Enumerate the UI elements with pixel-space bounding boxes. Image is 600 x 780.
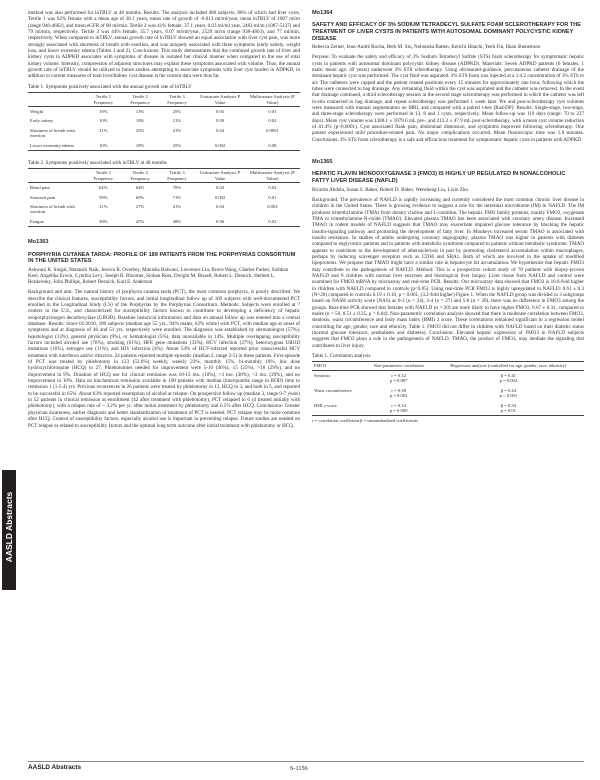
table-cell: Early satiety (30, 118, 54, 124)
table3 (312, 361, 584, 416)
table-row (28, 126, 300, 141)
sidebar-bar (2, 0, 16, 780)
table-row (28, 217, 300, 227)
table-cell: 0.002 (195, 141, 244, 151)
table3-caption: Table 1. Correlation analysis (312, 353, 371, 360)
table-cell: 0.04 (216, 185, 225, 191)
table-cell: Stomach pain (30, 194, 56, 200)
table1-header (28, 93, 85, 107)
table-row (28, 116, 300, 125)
table-cell: 39% (85, 217, 122, 227)
table-row (28, 141, 300, 151)
table2-header: Tertile 2 Frequency (122, 169, 159, 183)
table-cell: 10% (85, 141, 122, 151)
table-cell: 13% (135, 108, 145, 114)
journal-sidebar (0, 0, 18, 780)
table1-header: Multivariate Analysis (P Value) (245, 93, 300, 107)
table-row (28, 193, 300, 202)
table2 (28, 168, 300, 227)
table2-header-row (28, 169, 300, 183)
table1-header: Tertile 3 Frequency (159, 93, 196, 107)
table-cell: 64% (135, 185, 145, 191)
table-cell: 41% (172, 203, 182, 209)
abstract-title: PORPHYRIA CUTANEA TARDA: PROFILE OF 189 PATIENTS FROM THE PORPHYRIAS CONSORTIUM IN THE UNITED STATES (28, 251, 296, 265)
table-row (28, 106, 300, 116)
table-cell: Renal pain (30, 185, 50, 191)
table-row (28, 183, 300, 193)
table2-header: Tertile 3 Frequency (159, 169, 196, 183)
table-cell: 27% (135, 203, 145, 209)
table2-header: Multivariate Analysis (P Value) (245, 169, 300, 183)
table-cell: Shortness of breath with exertion (30, 203, 75, 215)
table3-header-row (312, 362, 584, 370)
table1 (28, 92, 300, 151)
table-cell: 18% (122, 141, 159, 151)
table-cell: 0.01 (268, 108, 277, 114)
table-cell: 45% (122, 217, 159, 227)
table-cell: 21% (99, 203, 108, 209)
table-cell: 10% (99, 118, 108, 124)
abstract-body: Background and aim: The natural history of porphyria cutanea tarda (PCT), the most common porphyria, is poorly described. We describe the clinical features, susceptibility factors, and initial longitudinal follow up of 189 subjects with well-documented PCT enrolled in the Longitudinal Study (LS) of the Porphyrias by the Porphyrias Consortium. Methods: Subjects were enrolled at 7 centers in the U.S., and characterized for susceptibility factors known to contribute to developing a deficiency of hepatic uroporphyrinogen decarboxylase (UROD). Baseline historical information and data on annual follow up was entered into a central database. Results: Since 01/2010, 189 subjects (median age 55 yrs., 94% males, 62% white) with PCT, with median age at onset of symptoms and at diagnosis of 46 and 51 yrs. respectively were enrolled. The diagnosis was established by dermatologist (57%), hepatologist (13%), general physician (9%), or hematologist (5%), data unavailable in 14%. Multiple overlapping susceptibility factors included alcohol use (76%), smoking (61%), HFE gene mutations (33%), HCV infection (27%), heterozygous UROD mutations (16%), estrogen use (11%), and HIV infection (4%). About 54% of HCV-infected reported prior unsuccessful HCV treatment with interferon and/or ribavirin. 24 patients reported multiple episodic (median 2, range 2-5) in these patients. First episode of PCT was treated by phlebotomy in 123 (52.6%) weekly, weekly 23%, monthly 15%, bi-monthly 10%, low dose hydroxychloroquine (HCQ) in 27. Phlebotomies needed for improvement were 5-10 (46%), ≤5 (25%), >10 (29%), and no improvement in 9%. Duration of HCQ use for clinical remission was 10-12 mo. (10%), >3 mo. (30%), <3 mo. (29%), and no improvement in 10%. Data on biochemical remission available in 100 patients with median (interquartile range in ROD) time to remission 1 (1-5.4) yrs. Previous recurrences in 26 patients were treated by phlebotomy in 12, HCQ in 3, and both in 5, and reported to be successful in 65%. About 63% reported resumption of alcohol at relapse. On prospective follow up (median 3, range 0-7 years) in 52 patients in clinical remission at enrollment (42 after treatment with phlebotomy), PCT relapsed in 6 (4 treated initially with phlebotomy), with a relapse rate of ~ 3.2% per yr. after initial treatment by phlebotomy and 6.5% after HCQ. Conclusions: Greater physician awareness, earlier diagnosis and better standardization of treatment of PCT is needed. PCT relapse may be more common after HCQ. Control of susceptibility factors, especially alcohol use is important in preventing relapse. Future studies are needed on PCT relapse as related to susceptibility factors and the optimal long term outcome after initial treatment with phlebotomy or HCQ. (28, 289, 300, 429)
footer-journal: AASLD Abstracts (28, 764, 82, 771)
table3-note: r = correlation coefficient β = unstandardized coefficients (312, 418, 418, 424)
table-cell: 0.09 (216, 118, 225, 124)
table-cell: r = 0.34 p = 0.009 (365, 401, 433, 416)
right-column (312, 10, 584, 425)
table1-header: Univariate Analysis P Value (195, 93, 244, 107)
table-cell: 0.04 (216, 203, 225, 209)
abstract-number: Mo1364 (312, 10, 333, 16)
abstract-number: Mo1363 (28, 239, 49, 246)
table-cell: β = 0.34 p = 0.01 (433, 401, 584, 416)
abstract-title: HEPATIC FLAVIN MONOOXYGENASE 3 (FMO3) IS HIGHLY UP REGULATED IN NONALCOHOLIC FATTY LIVER DISEASE (NAFLD) (312, 171, 566, 185)
table-cell: β = 0.41 p = 0.002 (499, 372, 518, 384)
table-cell: Lower extremity edema (28, 141, 85, 151)
table2-caption: Table 2. Symptoms positively associated with lnTBLV at 48 months (28, 159, 167, 166)
table-row (28, 202, 300, 217)
footer-rule (28, 761, 584, 762)
table-cell: Steatosis (314, 372, 331, 378)
abstract-number: Mo1365 (312, 159, 333, 166)
table-cell: 0.02 (245, 217, 300, 227)
table3-header: FMO3 (312, 362, 365, 370)
table-cell: Fatigue (28, 217, 85, 227)
table3-header: Non-parametric correlation (365, 362, 433, 370)
table-cell: 25% (159, 141, 196, 151)
table-row (312, 401, 584, 416)
table-cell: Weight (30, 108, 44, 114)
table-cell: 0.002 (267, 203, 278, 209)
table-cell: 0.01 (268, 194, 277, 200)
table-cell: 0.002 (214, 194, 226, 200)
table-cell: 21% (99, 127, 108, 133)
table1-header-row (28, 93, 300, 107)
table-cell: 59% (99, 194, 108, 200)
table2-header (28, 169, 85, 183)
table-cell: 62% (99, 185, 108, 191)
table-cell: 0.06 (195, 217, 244, 227)
table-row (312, 370, 584, 385)
table-cell: 69% (135, 194, 145, 200)
table1-caption: Table 1. Symptoms positively associated with the annual growth rate of lnTBLV (28, 83, 192, 90)
table-cell: 25% (172, 108, 182, 114)
table-cell: 0.02 (268, 118, 277, 124)
journal-tab (2, 470, 16, 590)
table1-header: Tertile 1 Frequency (85, 93, 122, 107)
table-cell: 0.04 (216, 127, 225, 133)
abstract-body: Background: The prevalence of NAFLD is rapidly increasing and currently considered the most common chronic liver disease in children in the United States. There is growing evidence to suggest a role for the intestinal microbiome (IM) in NAFLD. The IM produces trimethylamine (TMA) from dietary choline and L-carnitine. The hepatic FMO family proteins, mainly FMO3, oxygenate TMA to trimethylamine-N-oxide (TMAO). Elevated plasma TMAO has been associated with coronary artery disease. Increased TMAO in rodent models of NAFLD suggests that TMAO may exacerbate impaired glucose tolerance by blocking the hepatic insulin-signaling pathway and promoting the development of fatty liver. In Monkeys increased serum TMAO is associated with insulin resistance. In studies of adults undergoing coronary angiography, plasma TMAO was higher in patients with diabetes compared to euglycemic patients and in patients with metabolic syndrome compared to patients without metabolic syndrome. TMAO appears to contribute to the development of atherosclerosis in part by promoting cholesterol accumulation within macrophages, perhaps by inducing scavenger receptors such as CD36 and SRA1. Both of which are involved in the uptake of modified lipoproteins. We propose that TMAO might have a similar role in hepatocyte fat accumulation. We hypothesize that hepatic FMO3 may contribute to the pathogenesis of NAFLD. Method: This is a prospective cohort study of 70 patients with biopsy-proven NAFLD and 8 children with normal liver enzymes and histological liver biopsy. Liver tissue from NAFLD and control were examined for FMO3 mRNA by microarray and real-time PCR. Results: Our microarray data showed that FMO3 is 16.6-fold higher in children with NAFLD compared to controls (p<0.05). Using real-time PCR FMO3 is highly upregulated in NAFLD: 0.61 ± 0.3 (N=20) compared to controls 0.19 ± 0.18, p = 0.001, (3.2-fold higher) Figure 1. When the NAFLD group was divided in 3 subgroups based on NASH activity score (NAS) as 0-2 (n = 24), 3-4 (n = 27) and 5-8 (n = 28), there was no difference in FMO3 among the groups. Real-time PCR showed that females with NAFLD (n = 20) are more likely to have higher FMO3, 0.67 ± 0.31, compared to males (n = 50, 0.51 ± 0.35, p = 0.04). Non-parametric correlation analysis showed that there is moderate correlation between FMO3, steatosis, waist circumference and body mass index (BMI) 2 score. These correlations remained significant in a regression model controlling for age, gender, race and ethnicity. Table 1. FMO3 did not differ in children with NAFLD based on their diabetic status (normal glucose tolerance, prediabetes and diabetes). Conclusion: Elevated hepatic expression of FMO3 in NAFLD subjects suggests that FMO3 plays a role in the pathogenesis of NAFLD. TMAO, the product of FMO3, may mediate the signaling that contributes to liver injury. (312, 196, 584, 349)
abstract-authors: Rebecca Zerner, Jean-André Rocha, Beth M. Siu, Nobutoka Batten, Keiichi Hitachi, Yeeh Fin, Ilkan Shenemoto (312, 44, 541, 51)
table-cell: r = 0.38 p = 0.002 (389, 387, 408, 399)
table-cell: 0.02 (268, 185, 277, 191)
table-cell: 48% (159, 217, 196, 227)
table-cell: Shortness of breath with exertion (30, 127, 75, 139)
table-cell: β = 0.44 p < 0.001 (499, 387, 518, 399)
table-cell: 21% (172, 118, 182, 124)
table-cell: 0.03 (216, 108, 225, 114)
table-row (312, 386, 584, 401)
table-cell: 41% (172, 127, 182, 133)
table-cell: BMI z score (312, 401, 365, 416)
intro-paragraph: method was also performed for lnTBLV at 48 months. Results: The analysis included 486 subjects, 86% of which had liver cysts. Tertile 1 was 62% female with a mean age of 38.1 years, mean rate of growth of -0.013 ml/ml/year, mean lnTBLV of 1087 ml/m (range 946-4662), and mean eGFR of 80 ml/min. Tertile 2 was 41% female, 37.1 years, 0.03 ml/ml year, 2483 ml/m (1087-5137) and 79 ml/min, respectively. Tertile 3 was 44% female, 35.7 years, 0.07 ml/ml/year, 2529 ml/m (range 938-4863), and 77 ml/min, respectively. When compared to lnTBLV, annual growth rate of lnTBLV showed an equal association with liver cyst pain, was more strongly associated with shortness of breath with exertion, and was uniquely associated with three symptoms (early satiety, weight loss, and lower extremity edema (Tables 1 and 2). Conclusions: This study demonstrates that the combined growth rate of liver and kidney cysts in ADPKD associates with symptoms of disease in isolated but clinical manner when compared to the use of total kidney volume. Intensity, compression of adjacent structures may explain these symptoms associated with volume. Thus, the annual growth rate of lnTBLV should be utilized in future studies attempting to associate symptoms with liver cyst burden in ADPKD, in addition to current measures of total liver/kidney cyst disease at the current data were thus far. (28, 10, 300, 80)
table-cell: 35% (135, 127, 145, 133)
table-cell: 0.0001 (266, 127, 279, 133)
table2-header: Univariate Analysis P Value (195, 169, 244, 183)
abstract-authors: Ashwani K. Singal, Hetanshi Naik, Jessica R. Overbey, Manisha Balwani, Lawrence Liu, Bruce Wang, Charles Parker, Siobhan Keel, Angelika Erwin, Cynthia Levy, Joseph R. Bloomer, Sioban Ross, Dwight M. Bissell, Robert L. Desnick, Herbert L. Bonkovsky, John Phillips, Robert Desnick, Karl E. Anderson (28, 266, 289, 286)
table-cell: r = 0.32 p = 0.007 (389, 372, 408, 384)
table2-header: Tertile 1 Frequency (85, 169, 122, 183)
left-column (28, 10, 300, 433)
table3-header: Regression analysis (controlled for age, gender, race, ethnicity) (433, 362, 584, 370)
abstract-body: Purpose: To evaluate the safety and efficacy of 3% Sodium Tetradecyl Sulfate (STS) foam sclerotherapy for symptomatic hepatic cysts in patients with autosomal dominant polycystic kidney disease (ADPKD). Materials: Seven ADPKD patients (6 females, 1 male; mean age: 49 years) underwent 3% STS sclerotherapy. Using ultrasound-guidance, percutaneous catheter drainage of the dominant hepatic cyst was performed. The cyst fluid was aspirated. 3% STS foam was injected at a 1:4.2 concentration of 3% STS to air. The catheters were capped and the patient rotated positions every 15 minutes for approximately one hour, following which the tubes were connected to bag drainage. Any remaining fluid within the cyst was aspirated and the catheter was removed. In the event that drainage continued, a third sclerotherapy session in the second stage sclerotherapy was performed in which the catheter was left in-situ connected to bag drainage, and repeat sclerotherapy was performed 1 week later. Pre and post-sclerotherapy cyst volumes were measured with manual segmentation on MRI, and compared with a paired t-test (Rad-DP). Results: Single-stage, two-stage, and three-stage sclerotherapy were performed in 13, 8 and 1 cysts, respectively. Mean follow-up was 119 days (range: 70 to 237 days). Mean cyst volume was 1380.1 ± 1079.6 mL pre-, and 213.2 ± 47.9 mL post-sclerotherapy, with a mean cyst volume reduction of 81.4% (p<0.0001). Cyst associated flank pain, abdominal distension, and symptoms improved following sclerotherapy. One patient experienced mild procedure-related pain. No major complications occurred. Mean fluoroscopic time was 1.8 minutes. Conclusions: 3% STS foam sclerotherapy is a safe and efficacious treatment for symptomatic hepatic cysts in patients with ADPKD. (312, 54, 584, 143)
table1-header: Tertile 2 Frequency (122, 93, 159, 107)
journal-tab-label: AASLD Abstracts (4, 491, 14, 563)
table-cell: 70% (172, 185, 182, 191)
table-cell: 10% (135, 118, 145, 124)
table-cell: 19% (99, 108, 108, 114)
abstract-title: SAFETY AND EFFICACY OF 3% SODIUM TETRADECYL SULFATE FOAM SCLEROTHERAPY FOR THE TREATMENT OF LIVER CYSTS IN PATIENTS WITH AUTOSOMAL DOMINANT POLYCYSTIC KIDNEY DISEASE (312, 22, 582, 42)
page-number: S-1156 (290, 765, 308, 772)
table-cell: Waist circumference (314, 387, 352, 393)
abstract-authors: Ricardo Abdala, Susan S. Baker, Robert D. Baker, Wensheng Liu, Lixin Zhu (312, 186, 468, 193)
table-cell: 71% (172, 194, 182, 200)
table-cell: 0.08 (245, 141, 300, 151)
